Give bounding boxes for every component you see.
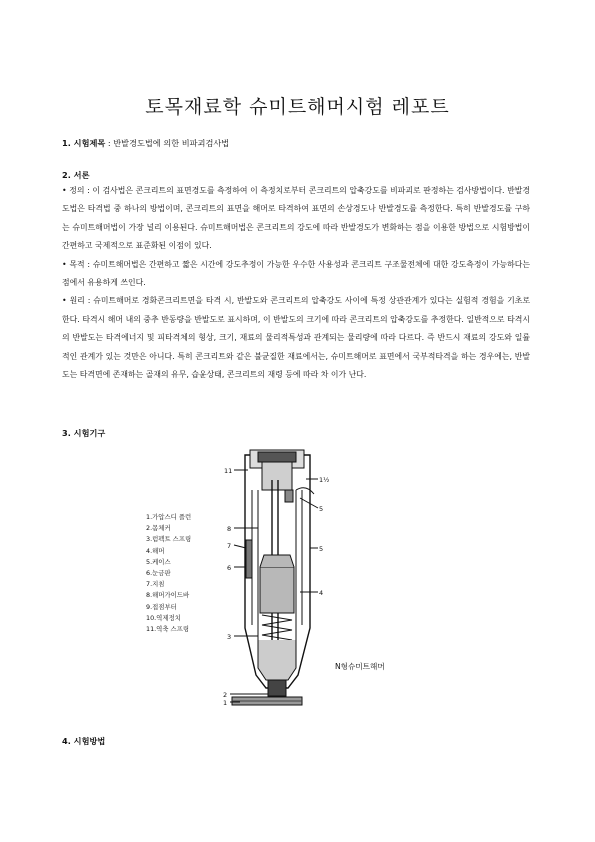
label-5a: 5 (319, 505, 324, 513)
hammer-mass (260, 567, 294, 613)
label-2: 2 (223, 691, 228, 699)
legend-item: 8.해머가이드바 (146, 591, 190, 600)
section-2-heading-text: 2. 서론 (62, 170, 90, 180)
paragraph-principle: • 원리 : 슈미트해머로 경화콘크리트면을 타격 시, 반발도와 콘크리트의 압축강도 사이에 특정 상관관계가 있다는 실험적 경험을 기초로 한다. 타격시 해머 내의 중추 반동량을 반발도로 표시하며, 이 반발도의 크기에 따라 콘크리트의 압축강도를 추정한다. 일반적으로 타격시의 반발도는 타격에너지 및 피타격체의 형상, 크기, 재료의 물리적특성과 관계되는 물리량에 따라 다르다. 즉 반드시 재료의 강도와 일률적인 관계가 있는 것만은 아니다. 특히 콘크리트와 같은 불균질한 재료에서는, 슈미트해머로 표면에서 국부적타격을 하는 경우에는, 반발도는 타격면에 존재하는 골재의 유무, 습윤상태, 콘크리트의 재령 등에 따라 차 이가 난다. (62, 296, 530, 380)
legend-item: 1.가압스디 플런 (146, 513, 192, 521)
legend-item: 3.럼펙트 스프링 (146, 535, 192, 544)
section-1-heading: 1. 시험제목 (62, 138, 106, 148)
report-title: 토목재료학 슈미트해머시험 레포트 (145, 96, 450, 118)
legend-item: 6.눈금판 (146, 569, 171, 578)
scale (246, 540, 252, 578)
legend-item: 7.지침 (146, 580, 165, 589)
section-1-separator: : (105, 138, 114, 148)
label-6: 6 (227, 564, 232, 572)
legend-item: 11.역축 스프링 (146, 625, 190, 634)
plunger-tip (268, 680, 286, 696)
legend-item: 4.해머 (146, 546, 165, 555)
figure-caption: N형슈미트해머 (335, 662, 385, 671)
label-11: 11 (224, 467, 233, 475)
pointer (285, 490, 293, 502)
legend-item: 2.몸체커 (146, 524, 171, 533)
cap-dark (258, 452, 296, 462)
cap-block (262, 462, 292, 490)
paragraph-definition: • 정의 : 이 검사법은 콘크리트의 표면경도를 측정하여 이 측정치로부터 콘크리트의 압축강도를 비파괴로 판정하는 검사방법이다. 반발경도법은 타격법 중 하나의 방법이며, 콘크리트의 표면을 해머로 타격하여 표면의 손상경도나 반발경도를 측정한다. 특히 반발경도를 구하는 슈미트해머법이 가장 널리 이용된다. 슈미트해머법은 콘크리트의 강도에 따라 반발경도가 변화하는 점을 이용한 방법으로 시험방법이 간편하고 국제적으로 표준화된 이점이 있다. (62, 186, 530, 251)
label-7: 7 (227, 542, 232, 550)
legend-item: 10.역제정치 (146, 613, 181, 622)
label-1: 1 (223, 699, 228, 707)
label-8: 8 (227, 525, 232, 533)
label-3: 3 (227, 633, 232, 641)
legend-item: 9.접점부터 (146, 602, 177, 611)
section-4-heading-text: 4. 시험방법 (62, 736, 106, 746)
label-4: 4 (319, 589, 324, 597)
section-4-heading (62, 736, 105, 747)
paragraph-purpose: • 목적 : 슈미트해머법은 간편하고 짧은 시간에 강도추정이 가능한 우수한 사용성과 콘크리트 구조물전체에 대한 강도측정이 가능하다는 점에서 유용하게 쓰인다. (62, 259, 530, 288)
label-1-5: 1½ (319, 476, 330, 484)
section-3-heading-text: 3. 시험기구 (62, 428, 106, 438)
legend-item: 5.케이스 (146, 557, 171, 566)
label-5b: 5 (319, 545, 324, 553)
section-1-value: 반발경도법에 의한 비파괴검사법 (113, 138, 230, 148)
